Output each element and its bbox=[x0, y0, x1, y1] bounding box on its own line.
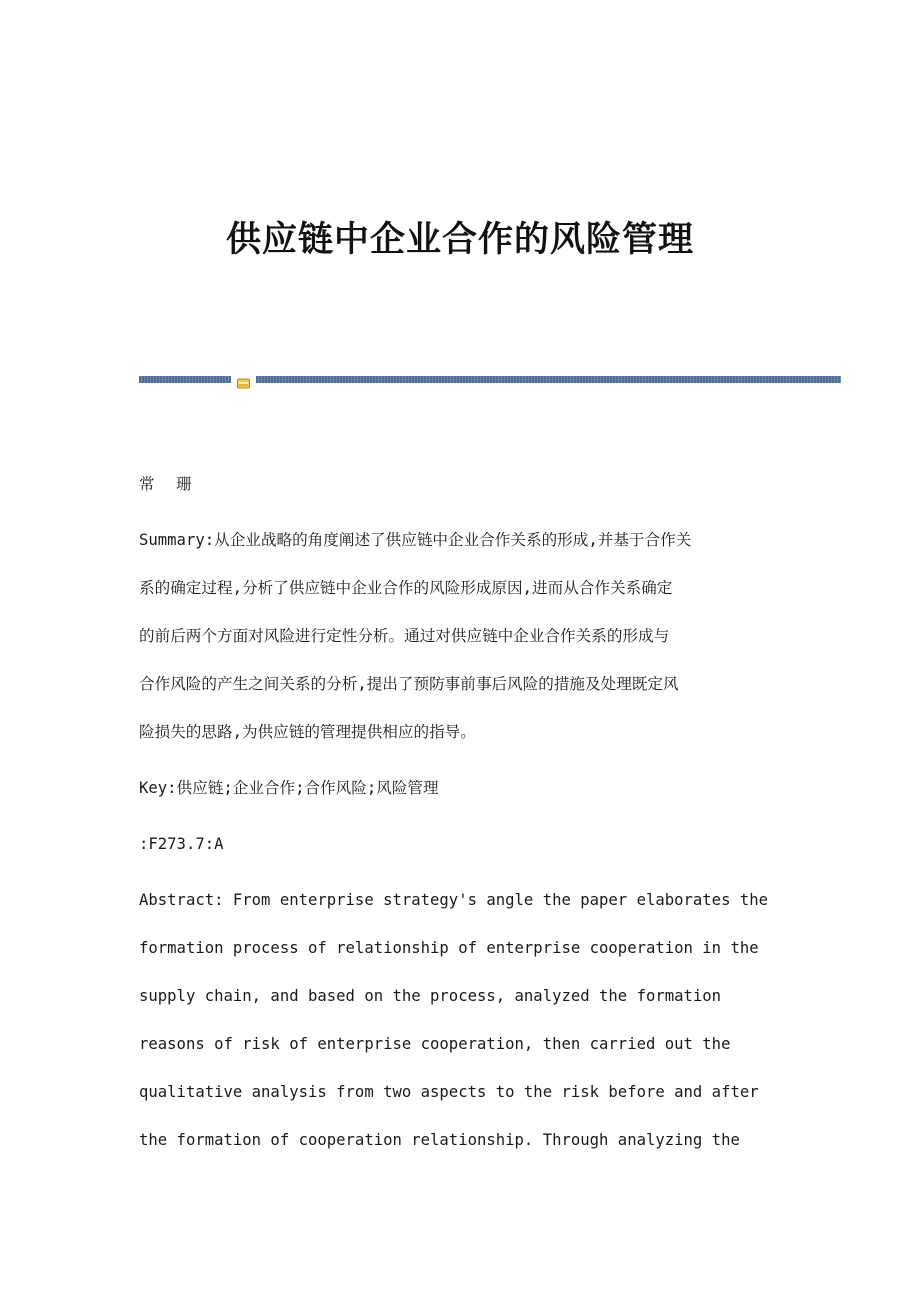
summary-line: 的前后两个方面对风险进行定性分析。通过对供应链中企业合作关系的形成与 bbox=[139, 627, 670, 645]
paper-title: 供应链中企业合作的风险管理 bbox=[225, 219, 694, 260]
abstract-line: the formation of cooperation relationship. Through analyzing the bbox=[139, 1131, 740, 1149]
abstract-line: supply chain, and based on the process, analyzed the formation bbox=[139, 987, 722, 1005]
divider-bar-right bbox=[256, 376, 841, 383]
classification-code: :F273.7:A bbox=[139, 835, 224, 853]
summary-line: 险损失的思路,为供应链的管理提供相应的指导。 bbox=[139, 723, 476, 741]
author-name: 常 珊 bbox=[139, 475, 198, 493]
abstract-line: formation process of relationship of enterprise cooperation in the bbox=[139, 939, 759, 957]
abstract-line: reasons of risk of enterprise cooperation, then carried out the bbox=[139, 1035, 731, 1053]
abstract-line: Abstract: From enterprise strategy's angle the paper elaborates the bbox=[139, 891, 769, 909]
summary-line: Summary:从企业战略的角度阐述了供应链中企业合作关系的形成,并基于合作关 bbox=[139, 531, 692, 549]
divider-bar-left bbox=[139, 376, 231, 383]
keywords-line: Key:供应链;企业合作;合作风险;风险管理 bbox=[139, 779, 439, 797]
abstract-line: qualitative analysis from two aspects to the risk before and after bbox=[139, 1083, 759, 1101]
abstract-block bbox=[139, 876, 799, 1164]
summary-line: 系的确定过程,分析了供应链中企业合作的风险形成原因,进而从合作关系确定 bbox=[139, 579, 673, 597]
summary-line: 合作风险的产生之间关系的分析,提出了预防事前事后风险的措施及处理既定风 bbox=[139, 675, 679, 693]
ribbon-emblem-icon bbox=[237, 374, 250, 385]
summary-block bbox=[139, 516, 799, 756]
title-divider bbox=[139, 374, 841, 384]
